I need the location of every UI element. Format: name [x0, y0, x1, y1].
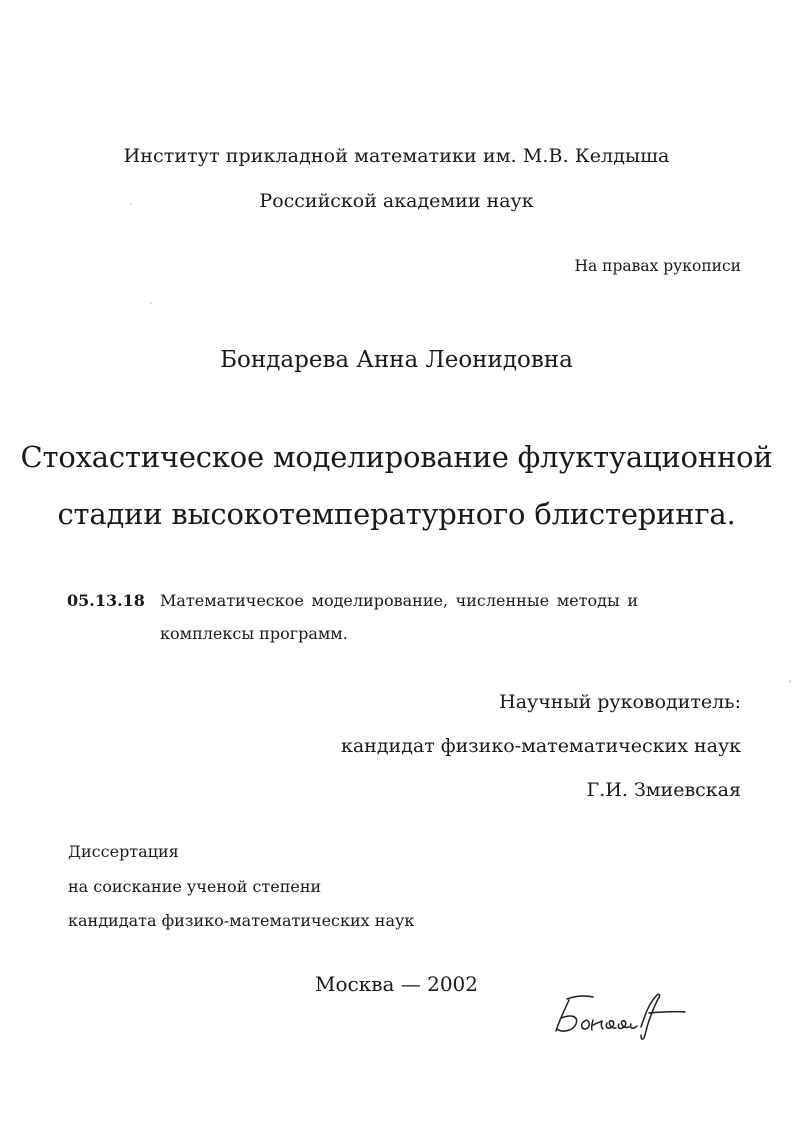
- thesis-title-line-2: стадии высокотемпературного блистеринга.: [57, 497, 736, 531]
- city-year: Москва — 2002: [314, 972, 479, 996]
- specialty-name-line-1: Математическое моделирование, численные методы и: [160, 591, 638, 610]
- institution-line-2: Российской академии наук: [259, 190, 534, 212]
- scan-speck: [150, 302, 152, 304]
- supervisor-name: Г.И. Змиевская: [586, 779, 741, 801]
- specialty-code: 05.13.18: [67, 591, 145, 610]
- rights-note: На правах рукописи: [574, 257, 741, 275]
- signature: [545, 985, 715, 1045]
- thesis-title-line-1: Стохастическое моделирование флуктуационной: [20, 440, 773, 474]
- dissertation-line-3: кандидата физико-математических наук: [68, 911, 415, 930]
- dissertation-line-1: Диссертация: [68, 842, 179, 861]
- supervisor-degree: кандидат физико-математических наук: [340, 735, 741, 757]
- institution-line-1: Институт прикладной математики им. М.В. Келдыша: [123, 145, 670, 167]
- author-name: Бондарева Анна Леонидовна: [220, 347, 573, 373]
- specialty-name-line-2: комплексы программ.: [160, 624, 348, 643]
- scan-speck: [130, 203, 132, 205]
- dissertation-line-2: на соискание ученой степени: [68, 877, 322, 896]
- supervisor-label: Научный руководитель:: [499, 691, 741, 713]
- scan-speck: [789, 680, 791, 683]
